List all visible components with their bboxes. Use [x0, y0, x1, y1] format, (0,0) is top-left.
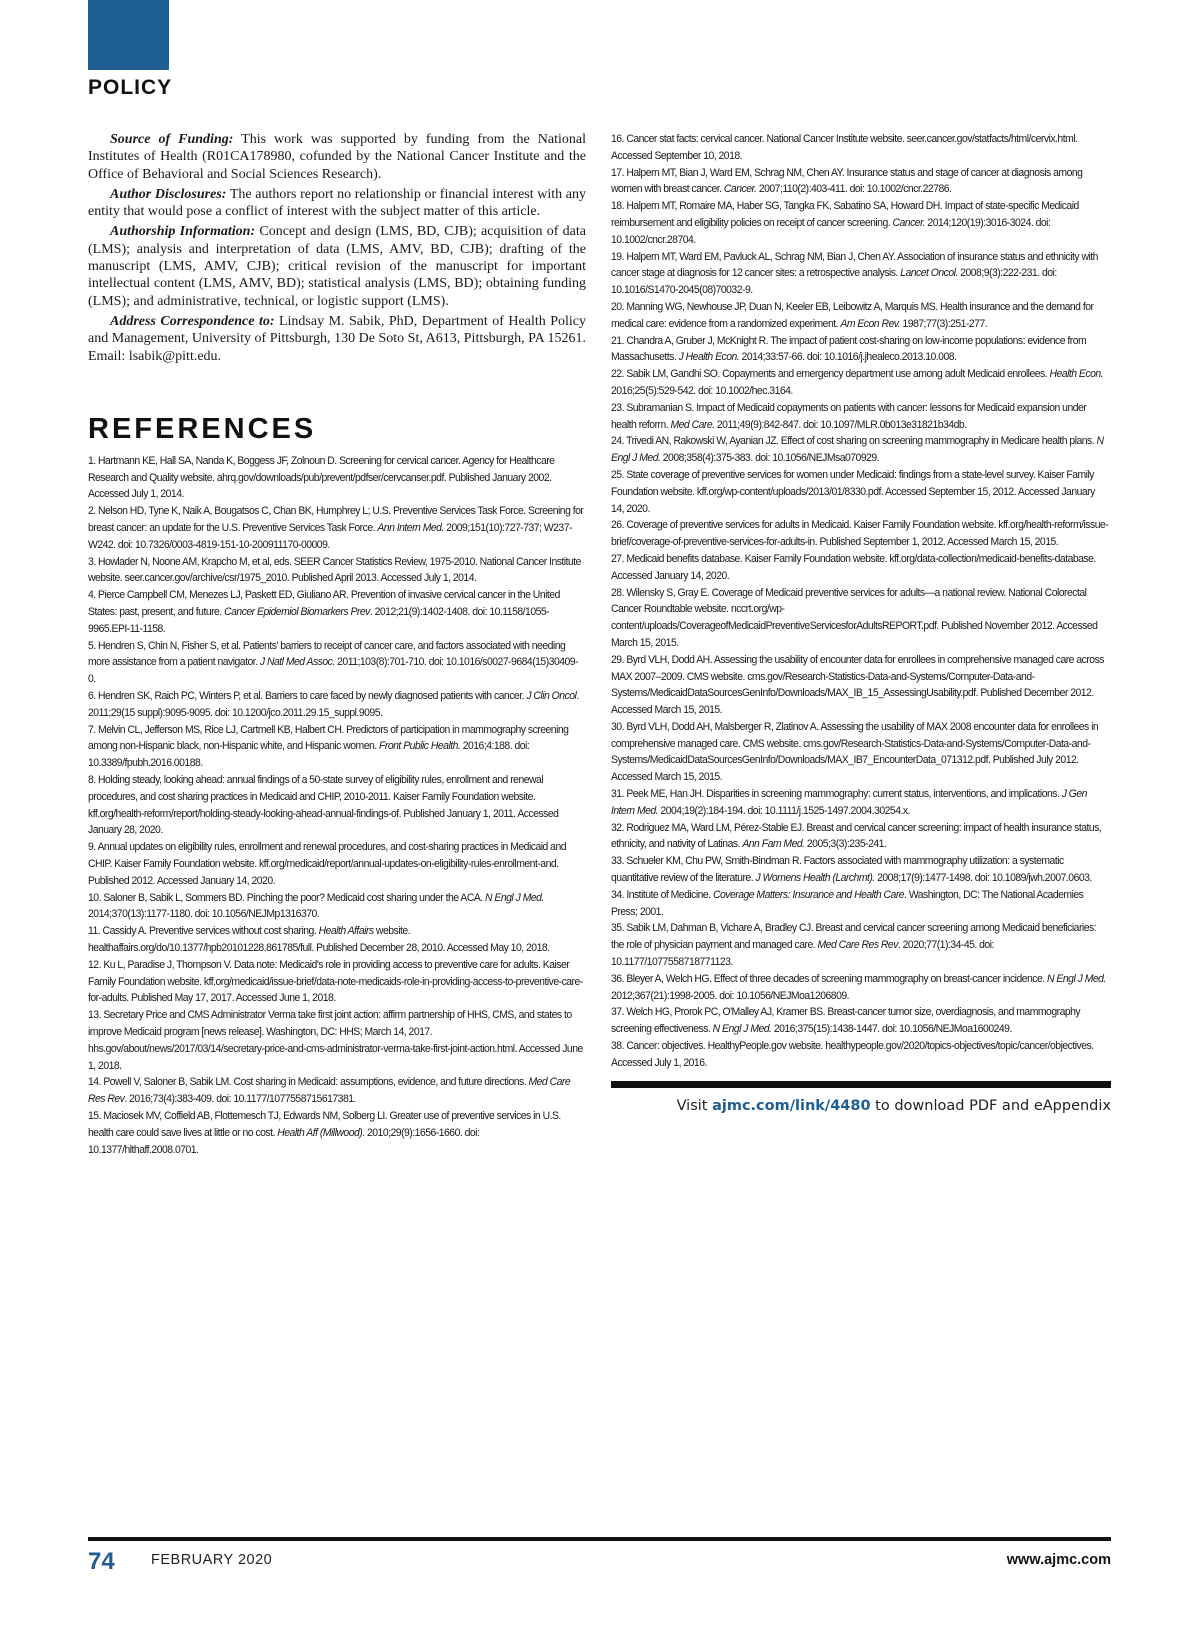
reference-item	[88, 638, 584, 688]
reference-item	[611, 920, 1109, 970]
reference-journal: Cancer Epidemiol Biomarkers Prev	[224, 606, 370, 619]
footer-divider	[88, 1537, 1111, 1541]
right-column	[611, 131, 1111, 1114]
reference-item	[611, 853, 1109, 887]
reference-item	[88, 688, 584, 722]
reference-item	[611, 249, 1109, 299]
reference-text: 8. Holding steady, looking ahead: annual findings of a 50-state survey of eligibility rules, enrollment and renewal procedures, and cost sharing practices in Medicaid and CHIP, 2010-2011. Kaiser Family Foundation website. kff.org/health-reform/report/holding-steady-looking-ahead-annual-findings-of. Published January 1, 2011. Accessed January 28, 2020.	[88, 774, 559, 837]
reference-text: 2014;370(13):1177-1180. doi: 10.1056/NEJMp1316370.	[88, 908, 320, 921]
reference-item	[611, 517, 1109, 551]
reference-item	[88, 587, 584, 637]
info-paragraph	[88, 223, 586, 309]
reference-journal: Health Aff (Millwood)	[277, 1126, 363, 1139]
reference-item	[611, 1004, 1109, 1038]
reference-journal: N Engl J Med.	[712, 1023, 772, 1036]
reference-text: 28. Wilensky S, Gray E. Coverage of Medicaid preventive services for adults—a national review. National Colorectal Cancer Roundtable website. nccrt.org/wp-content/uploads/CoverageofMedicaidPreventiveServicesforAdultsREPORT.pdf. Published November 2012. Accessed March 15, 2015.	[611, 586, 1098, 649]
reference-item	[88, 1007, 584, 1074]
reference-text: 2008;9(3):222-231. doi: 10.1016/S1470-2045(08)70032-9.	[611, 267, 1057, 297]
reference-text: 33. Schueler KM, Chu PW, Smith-Bindman R. Factors associated with mammography utilization: a systematic quantitative review of the literature.	[611, 855, 1064, 885]
reference-journal: N Engl J Med.	[1047, 972, 1106, 985]
reference-journal: Cancer.	[892, 216, 926, 229]
reference-text: 2009;151(10):727-737; W237-W242. doi: 10.7326/0003-4819-151-10-200911170-00009.	[88, 522, 572, 551]
reference-text: 19. Halpern MT, Ward EM, Pavluck AL, Schrag NM, Bian J, Chen AY. Association of insurance status and ethnicity with cancer stage at diagnosis for 12 cancer sites: a retrospective analysis.	[611, 250, 1098, 280]
header-color-block	[88, 0, 169, 70]
references-heading: REFERENCES	[88, 412, 317, 445]
reference-text: . 2020;77(1):34-45. doi: 10.1177/1077558718771123.	[611, 939, 994, 969]
reference-text: 20. Manning WG, Newhouse JP, Duan N, Keeler EB, Leibowitz A, Marquis MS. Health insurance and the demand for medical care: evidence from a randomized experiment.	[611, 300, 1094, 330]
reference-text: 2011;103(8):701-710. doi: 10.1016/s0027-9684(15)30409-0.	[88, 656, 579, 686]
reference-journal: Cancer.	[723, 183, 757, 196]
reference-text: 2016;4:188. doi: 10.3389/fpubh.2016.00188.	[88, 740, 530, 770]
reference-text: 37. Welch HG, Prorok PC, O'Malley AJ, Kramer BS. Breast-cancer tumor size, overdiagnosis, and mammography screening effectiveness.	[611, 1006, 1081, 1036]
reference-journal: Coverage Matters: Insurance and Health Care	[712, 888, 905, 901]
visit-divider	[611, 1081, 1111, 1088]
reference-text: 5. Hendren S, Chin N, Fisher S, et al. Patients' barriers to receipt of cancer care, and factors associated with needing more assistance from a patient navigator.	[88, 639, 566, 669]
reference-item	[611, 585, 1109, 652]
reference-item	[611, 198, 1109, 248]
reference-text: 15. Maciosek MV, Coffield AB, Flottemesch TJ, Edwards NM, Solberg LI. Greater use of preventive services in U.S. health care could save lives at little or no cost.	[88, 1109, 561, 1139]
reference-text: 2. Nelson HD, Tyne K, Naik A, Bougatsos C, Chan BK, Humphrey L; U.S. Preventive Services Task Force. Screening for breast cancer: an update for the U.S. Preventive Services Task Force.	[88, 505, 584, 535]
reference-text: . 2011;29(15 suppl):9095-9095. doi: 10.1200/jco.2011.29.15_suppl.9095.	[88, 690, 579, 719]
reference-text: 22. Sabik LM, Gandhi SO. Copayments and emergency department use among adult Medicaid enrollees.	[611, 368, 1050, 381]
reference-text: 27. Medicaid benefits database. Kaiser Family Foundation website. kff.org/data-collection/medicaid-benefits-database. Accessed January 14, 2020.	[611, 552, 1096, 582]
reference-text: 2016;25(5):529-542. doi: 10.1002/hec.3164.	[611, 384, 793, 397]
reference-item	[88, 722, 584, 772]
reference-item	[611, 786, 1109, 820]
reference-text: 7. Melvin CL, Jefferson MS, Rice LJ, Cartmell KB, Halbert CH. Predictors of participation in mammography screening among non-Hispanic black, non-Hispanic white, and Hispanic women.	[88, 723, 569, 753]
reference-item	[88, 453, 584, 503]
info-paragraph	[88, 313, 586, 365]
reference-journal: Med Care Res Rev	[817, 939, 898, 952]
reference-text: 26. Coverage of preventive services for adults in Medicaid. Kaiser Family Foundation website. kff.org/health-reform/issue-brief/coverage-of-preventive-services-for-adults-in. Published September 1, 2012. Accessed March 15, 2015.	[611, 519, 1109, 549]
download-link[interactable]: ajmc.com/link/4480	[712, 1097, 871, 1114]
visit-prefix: Visit	[676, 1097, 713, 1114]
reference-item	[611, 652, 1109, 719]
download-notice	[611, 1098, 1111, 1114]
reference-text: 24. Trivedi AN, Rakowski W, Ayanian JZ. Effect of cost sharing on screening mammography in Medicare health plans.	[611, 435, 1097, 448]
reference-text: 21. Chandra A, Gruber J, McKnight R. The impact of patient cost-sharing on low-income populations: evidence from Massachusetts.	[611, 334, 1087, 364]
reference-journal: J Health Econ.	[678, 351, 740, 364]
references-list-right	[611, 131, 1111, 1072]
reference-text: 3. Howlader N, Noone AM, Krapcho M, et al, eds. SEER Cancer Statistics Review, 1975-2010. National Cancer Institute website. seer.cancer.gov/archive/csr/1975_2010. Published April 2013. Accessed July 1, 2014.	[88, 555, 581, 585]
reference-text: 23. Subramanian S. Impact of Medicaid copayments on patients with cancer: lessons for Medicaid expansion under health reform.	[611, 401, 1087, 431]
reference-item	[88, 772, 584, 839]
reference-text: 32. Rodriguez MA, Ward LM, Pérez-Stable EJ. Breast and cervical cancer screening: impact of health insurance status, ethnicity, and nativity of Latinas.	[611, 821, 1102, 851]
info-text: The authors report no relationship or financial interest with any entity that would pose a conflict of interest with the subject matter of this article.	[88, 186, 586, 220]
references-list-left	[88, 453, 586, 1158]
visit-suffix: to download PDF and eAppendix	[870, 1097, 1111, 1114]
reference-text: . 2016;73(4):383-409. doi: 10.1177/1077558715617381.	[124, 1093, 356, 1106]
reference-text: 31. Peek ME, Han JH. Disparities in screening mammography: current status, interventions, and implications.	[611, 788, 1062, 801]
section-label: POLICY	[88, 76, 173, 99]
reference-journal: Ann Fam Med.	[742, 838, 805, 851]
reference-journal: Health Affairs	[318, 925, 374, 938]
reference-journal: Health Econ.	[1049, 368, 1104, 381]
reference-item	[88, 554, 584, 588]
reference-text: 30. Byrd VLH, Dodd AH, Malsberger R, Zlatinov A. Assessing the usability of MAX 2008 encounter data for enrollees in comprehensive managed care. CMS website. cms.gov/Research-Statistics-Data-and-Systems/Computer-Data-and-Systems/MedicaidDataSourcesGenInfo/Downloads/MAX_IB7_EncounterData_071312.pdf. Published July 2012. Accessed March 15, 2015.	[611, 720, 1099, 784]
reference-item	[611, 1038, 1109, 1072]
reference-text: 4. Pierce Campbell CM, Menezes LJ, Paskett ED, Giuliano AR. Prevention of invasive cervical cancer in the United States: past, present, and future.	[88, 589, 560, 619]
info-text: Lindsay M. Sabik, PhD, Department of Health Policy and Management, University of Pittsburgh, 130 De Soto St, A613, Pittsburgh, PA 15261. Email: lsabik@pitt.edu.	[88, 313, 586, 364]
reference-item	[88, 957, 584, 1007]
info-paragraph	[88, 186, 586, 221]
reference-item	[611, 971, 1109, 1005]
journal-website[interactable]: www.ajmc.com	[1006, 1552, 1111, 1568]
reference-text: 2014;33:57-66. doi: 10.1016/j.jhealeco.2013.10.008.	[739, 351, 957, 364]
reference-text: 25. State coverage of preventive services for women under Medicaid: findings from a state-level survey. Kaiser Family Foundation website. kff.org/wp-content/uploads/2013/01/8330.pdf. Accessed September 15, 2012. Accessed January 14, 2020.	[611, 468, 1095, 515]
reference-text: 2008;358(4):375-383. doi: 10.1056/NEJMsa070929.	[660, 452, 880, 465]
reference-text: 29. Byrd VLH, Dodd AH. Assessing the usability of encounter data for enrollees in comprehensive managed care across MAX 2007–2009. CMS website. cms.gov/Research-Statistics-Data-and-Systems/Computer-Data-and-Systems/MedicaidDataSourcesGenInfo/Downloads/MAX_IB_15_AssessingUsability.pdf. Published December 2012. Accessed March 15, 2015.	[611, 653, 1104, 717]
info-lead: Author Disclosures:	[110, 186, 227, 202]
reference-journal: N Engl J Med.	[611, 435, 1104, 465]
reference-journal: Med Care.	[670, 418, 715, 431]
article-info	[88, 131, 586, 365]
reference-journal: Lancet Oncol.	[900, 267, 958, 280]
reference-item	[88, 1074, 584, 1108]
reference-text: 17. Halpern MT, Bian J, Ward EM, Schrag NM, Chen AY. Insurance status and stage of cancer at diagnosis among women with breast cancer.	[611, 166, 1083, 196]
reference-journal: J Clin Oncol	[526, 690, 577, 703]
reference-item	[611, 820, 1109, 854]
reference-item	[611, 551, 1109, 585]
reference-text: 2005;3(3):235-241.	[804, 838, 887, 851]
reference-text: 1. Hartmann KE, Hall SA, Nanda K, Boggess JF, Zolnoun D. Screening for cervical cancer. Agency for Healthcare Research and Quality website. ahrq.gov/downloads/pub/prevent/pdfser/cervcanser.pdf. Published January 2002. Accessed July 1, 2014.	[88, 454, 555, 501]
reference-text: 2016;375(15):1438-1447. doi: 10.1056/NEJMoa1600249.	[771, 1023, 1012, 1036]
reference-text: 2007;110(2):403-411. doi: 10.1002/cncr.22786.	[756, 183, 952, 196]
reference-text: 12. Ku L, Paradise J, Thompson V. Data note: Medicaid's role in providing access to preventive care for adults. Kaiser Family Foundation website. kff.org/medicaid/issue-brief/data-note-medicaids-role-in-providing-access-to-preventive-care-for-adults. Published May 17, 2017. Accessed June 1, 2018.	[88, 958, 583, 1005]
reference-text: 2011;49(9):842-847. doi: 10.1097/MLR.0b013e31821b34db.	[714, 418, 967, 431]
reference-item	[88, 1108, 584, 1158]
info-lead: Source of Funding:	[110, 132, 234, 147]
reference-text: 35. Sabik LM, Dahman B, Vichare A, Bradley CJ. Breast and cervical cancer screening among Medicaid beneficiaries: the role of physician payment and managed care.	[611, 922, 1097, 952]
reference-text: 18. Halpern MT, Romaire MA, Haber SG, Tangka FK, Sabatino SA, Howard DH. Impact of state-specific Medicaid reimbursement and eligibility policies on receipt of cancer screening.	[611, 200, 1079, 229]
info-lead: Address Correspondence to:	[110, 313, 275, 329]
reference-item	[611, 366, 1109, 400]
reference-text: 10. Saloner B, Sabik L, Sommers BD. Pinching the poor? Medicaid cost sharing under the ACA.	[88, 891, 486, 904]
issue-date: FEBRUARY 2020	[151, 1552, 273, 1568]
info-lead: Authorship Information:	[110, 224, 256, 240]
reference-text: . Washington, DC: The National Academies Press; 2001.	[611, 888, 1084, 918]
reference-text: 14. Powell V, Saloner B, Sabik LM. Cost sharing in Medicaid: assumptions, evidence, and future directions.	[88, 1076, 529, 1089]
reference-item	[88, 923, 584, 957]
reference-item	[611, 719, 1109, 786]
reference-text: 2012;367(21):1998-2005. doi: 10.1056/NEJMoa1206809.	[611, 989, 850, 1002]
reference-journal: N Engl J Med.	[485, 891, 544, 904]
reference-journal: Front Public Health.	[379, 740, 461, 753]
reference-item	[88, 839, 584, 889]
reference-journal: J Gen Intern Med.	[611, 788, 1087, 817]
reference-journal: Am Econ Rev.	[840, 317, 901, 330]
reference-item	[611, 433, 1109, 467]
reference-text: 2014;120(19):3016-3024. doi: 10.1002/cncr.28704.	[611, 216, 1051, 246]
reference-text: 36. Bleyer A, Welch HG. Effect of three decades of screening mammography on breast-cancer incidence.	[611, 972, 1048, 985]
reference-text: 2008;17(9):1477-1498. doi: 10.1089/jwh.2007.0603.	[874, 872, 1092, 885]
reference-item	[611, 887, 1109, 921]
reference-text: . 2012;21(9):1402-1408. doi: 10.1158/1055-9965.EPI-11-1158.	[88, 606, 550, 635]
left-column	[88, 131, 586, 1158]
reference-text: 38. Cancer: objectives. HealthyPeople.gov website. healthypeople.gov/2020/topics-objectives/topic/cancer/objectives. Accessed July 1, 2016.	[611, 1040, 1094, 1069]
reference-item	[611, 131, 1109, 165]
reference-item	[611, 333, 1109, 367]
reference-text: website. healthaffairs.org/do/10.1377/hpb20101228.861785/full. Published December 28, 2010. Accessed May 10, 2018.	[88, 925, 550, 954]
reference-journal: Ann Intern Med.	[377, 522, 444, 535]
reference-journal: Med Care Res Rev	[88, 1076, 571, 1106]
reference-item	[611, 467, 1109, 517]
info-text: This work was supported by funding from the National Institutes of Health (R01CA178980, cofunded by the National Cancer Institute and the Office of Behavioral and Social Sciences Research).	[88, 132, 586, 182]
reference-text: 6. Hendren SK, Raich PC, Winters P, et al. Barriers to care faced by newly diagnosed patients with cancer.	[88, 690, 527, 703]
reference-item	[611, 299, 1109, 333]
reference-text: 2004;19(2):184-194. doi: 10.1111/j.1525-1497.2004.30254.x.	[658, 804, 910, 817]
reference-item	[611, 400, 1109, 434]
reference-text: 11. Cassidy A. Preventive services without cost sharing.	[88, 925, 319, 938]
reference-journal: J Natl Med Assoc.	[259, 656, 335, 669]
reference-item	[611, 165, 1109, 199]
reference-journal: J Womens Health (Larchmt).	[755, 872, 875, 885]
reference-text: 34. Institute of Medicine.	[611, 888, 713, 901]
reference-item	[88, 890, 584, 924]
reference-text: . 2010;29(9):1656-1660. doi: 10.1377/hlthaff.2008.0701.	[88, 1126, 480, 1156]
reference-text: 9. Annual updates on eligibility rules, enrollment and renewal procedures, and cost-sharing practices in Medicaid and CHIP. Kaiser Family Foundation website. kff.org/medicaid/report/annual-updates-on-eligibility-rules-enrollment-and. Published 2012. Accessed January 14, 2020.	[88, 841, 567, 887]
page-number: 74	[88, 1548, 115, 1575]
reference-text: 1987;77(3):251-277.	[900, 317, 988, 330]
reference-text: 16. Cancer stat facts: cervical cancer. National Cancer Institute website. seer.cancer.gov/statfacts/html/cervix.html. Accessed September 10, 2018.	[611, 133, 1078, 162]
info-text: Concept and design (LMS, BD, CJB); acquisition of data (LMS); analysis and interpretation of data (LMS, AMV, BD, CJB); drafting of the manuscript (LMS, AMV, CJB); critical revision of the manuscript for important intellectual content (LMS, AMV, BD); statistical analysis (LMS, BD); obtaining funding (LMS); and administrative, technical, or logistic support (LMS).	[88, 224, 586, 309]
reference-text: 13. Secretary Price and CMS Administrator Verma take first joint action: affirm partnership of HHS, CMS, and states to improve Medicaid program [news release]. Washington, DC: HHS; March 14, 2017. hhs.gov/about/news/2017/03/14/secretary-price-and-cms-administrator-verma-take-first-joint-action.html. Accessed June 1, 2018.	[88, 1009, 583, 1072]
reference-item	[88, 503, 584, 553]
info-paragraph	[88, 131, 586, 183]
